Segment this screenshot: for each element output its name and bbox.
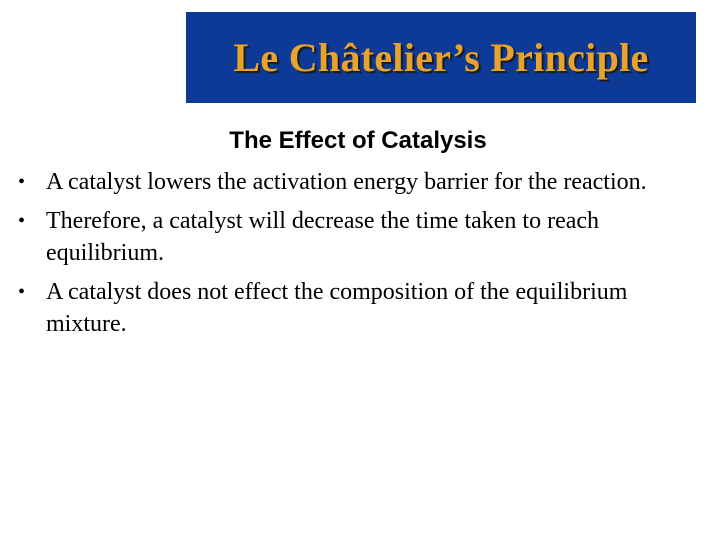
bullet-text: Therefore, a catalyst will decrease the time taken to reach equilibrium. xyxy=(46,208,600,266)
bullet-dot-icon: • xyxy=(18,281,26,303)
bullet-dot-icon: • xyxy=(18,210,26,232)
bullet-list xyxy=(18,166,708,347)
bullet-item xyxy=(18,166,708,198)
bullet-dot-icon: • xyxy=(18,171,26,193)
bullet-text: A catalyst does not effect the composition of the equilibrium mixture. xyxy=(46,279,628,337)
title-banner xyxy=(186,12,696,103)
bullet-text: A catalyst lowers the activation energy barrier for the reaction. xyxy=(46,169,647,195)
bullet-item xyxy=(18,205,708,269)
bullet-item xyxy=(18,276,708,340)
slide-subtitle: The Effect of Catalysis xyxy=(229,127,487,154)
slide-title: Le Châtelier’s Principle xyxy=(233,35,649,80)
